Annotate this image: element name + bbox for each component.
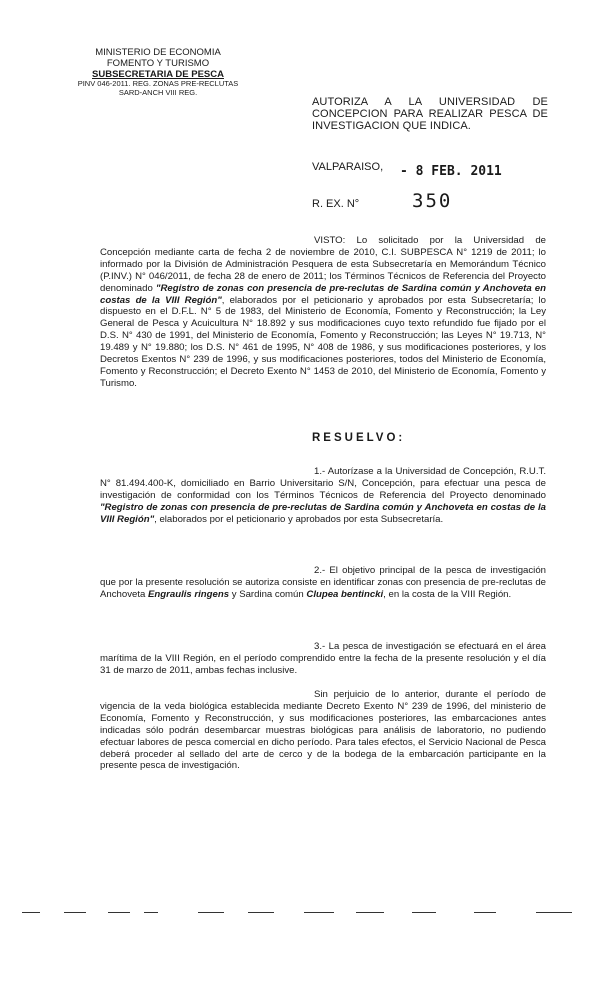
article-3-continuation: Sin perjuicio de lo anterior, durante el período de vigencia de la veda biológica establecida mediante Decreto Exento N° 239 de 1996, del ministerio de Economía, Fomento y Reconstrucción, y sus modificaciones posteriores, las embarcaciones antes indicadas sólo podrán desembarcar muestras biológicas para análisis de laboratorio, no pudiendo efectuar labores de pesca comercial en dicho período. Para tales efectos, el Servicio Nacional de Pesca deberá proceder al sellado del arte de cerco y de la bodega de la embarcación participante en la presente pesca de investigación. [100, 689, 546, 772]
reference-line-2: SARD-ANCH VIII REG. [118, 87, 198, 97]
resolution-title: AUTORIZA A LA UNIVERSIDAD DE CONCEPCION PARA REALIZAR PESCA DE INVESTIGACION QUE INDICA. [312, 96, 548, 132]
resolution-number-label: R. EX. N° [312, 198, 360, 210]
visto-paragraph: VISTO: Lo solicitado por la Universidad de Concepción mediante carta de fecha 2 de noviembre de 2010, C.I. SUBPESCA N° 1219 de 2011; lo informado por la División de Administración Pesquera de esta Subsecretaría en Memorándum Técnico (P.INV.) N° 046/2011, de fecha 28 de enero de 2011; los Términos Técnicos de Referencia del Proyecto denominado "Registro de zonas con presencia de pre-reclutas de Sardina común y Anchoveta en costas de la VIII Región", elaborados por el peticionario y aprobados por esta Subsecretaría; lo dispuesto en el D.F.L. N° 5 de 1983, del Ministerio de Economía, Fomento y Reconstrucción; la Ley General de Pesca y Acuicultura N° 18.892 y sus modificaciones cuyo texto refundido fue fijado por el D.S. N° 430 de 1991, del Ministerio de Economía, Fomento y Reconstrucción; las Leyes N° 19.713, N° 19.489 y N° 19.880; los D.S. N° 461 de 1995, N° 408 de 1986, y sus modificaciones posteriores, y los Decretos Exentos N° 239 de 1996, y sus modificaciones posteriores, todos del Ministerio de Economía, Fomento y Reconstrucción; el Decreto Exento N° 1453 de 2010, del Ministerio de Economía, Fomento y Turismo. [100, 235, 547, 389]
place-label: VALPARAISO, [312, 161, 384, 173]
article-1: 1.- Autorízase a la Universidad de Concepción, R.U.T. N° 81.494.400-K, domiciliado en Barrio Universitario S/N, Concepción, para efectuar una pesca de investigación de conformidad con los Términos Técnicos de Referencia del Proyecto denominado "Registro de zonas con presencia de pre-reclutas de Sardina común y Anchoveta en costas de la VIII Región", elaborados por el peticionario y aprobados por esta Subsecretaría. [100, 466, 546, 525]
article-3: 3.- La pesca de investigación se efectuará en el área marítima de la VIII Región, en el período comprendido entre la fecha de la presente resolución y el día 31 de marzo de 2011, ambas fechas inclusive. [100, 641, 546, 676]
letterhead [58, 47, 258, 97]
subsecretaria-name: SUBSECRETARIA DE PESCA [92, 69, 224, 80]
date-stamp: - 8 FEB. 2011 [400, 164, 502, 179]
ministry-subname: FOMENTO Y TURISMO [106, 58, 210, 69]
article-2: 2.- El objetivo principal de la pesca de investigación que por la presente resolución se autoriza consiste en identificar zonas con presencia de pre-reclutas de Anchoveta Engraulis ringens y Sardina común Clupea bentincki, en la costa de la VIII Región. [100, 565, 546, 600]
resuelvo-heading: RESUELVO: [312, 432, 406, 444]
ministry-name: MINISTERIO DE ECONOMIA [95, 47, 221, 58]
resolution-number: 350 [412, 190, 453, 212]
reference-line-1: PINV 046-2011. REG. ZONAS PRE-RECLUTAS [77, 79, 239, 88]
